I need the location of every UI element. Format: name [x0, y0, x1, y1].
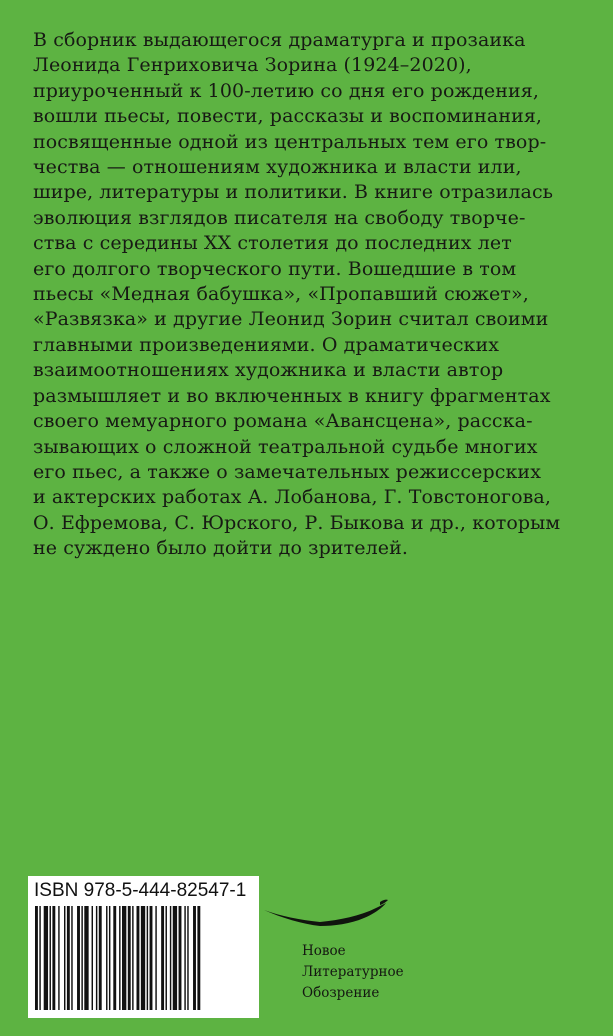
barcode-bar	[193, 906, 196, 1010]
barcode-bar	[119, 906, 120, 1010]
barcode-bar	[132, 906, 133, 1010]
description-line: шире, литературы и политики. В книге отразилась	[33, 181, 554, 204]
barcode-bar	[35, 906, 38, 1010]
description-line: Леонида Генриховича Зорина (1924–2020),	[33, 54, 472, 77]
barcode-bar	[39, 906, 40, 1010]
description-line: вошли пьесы, повести, рассказы и воспоминания,	[33, 105, 543, 128]
barcode-bar	[109, 906, 110, 1010]
barcode-bar	[58, 906, 59, 1010]
book-description	[33, 28, 593, 562]
description-line: приуроченный к 100-летию со дня его рождения,	[33, 79, 539, 102]
description-line: главными произведениями. О драматических	[33, 333, 500, 356]
barcode-bar	[92, 906, 93, 1010]
barcode-bar	[173, 906, 177, 1010]
publisher-name	[302, 941, 404, 1004]
publisher-line: Обозрение	[302, 985, 380, 1001]
barcode-bar	[155, 906, 156, 1010]
barcode-bar	[44, 906, 48, 1010]
description-line: своего мемуарного романа «Авансцена», расска-	[33, 410, 533, 433]
barcode-bar	[84, 906, 88, 1010]
barcode-bar	[187, 906, 188, 1010]
description-line: «Развязка» и другие Леонид Зорин считал своими	[33, 308, 549, 331]
description-line: В сборник выдающегося драматурга и прозаика	[33, 29, 526, 51]
publisher-line: Новое	[302, 943, 346, 959]
barcode-bar	[122, 906, 126, 1010]
barcode-bars	[33, 906, 254, 1014]
description-line: О. Ефремова, С. Юрского, Р. Быкова и др., которым	[33, 511, 561, 534]
description-line: не суждено было дойти до зрителей.	[33, 537, 408, 560]
description-line: посвященные одной из центральных тем его твор-	[33, 130, 547, 153]
barcode-bar	[179, 906, 182, 1010]
barcode-bar	[184, 906, 185, 1010]
publisher-logo-icon	[262, 898, 390, 932]
barcode-bar	[50, 906, 51, 1010]
description-line: его долгого творческого пути. Вошедшие в том	[33, 257, 517, 280]
barcode-bar	[166, 906, 167, 1010]
publisher-line: Литературное	[302, 964, 404, 980]
description-line: и актерских работах А. Лобанова, Г. Товстоногова,	[33, 486, 551, 509]
description-line: эволюция взглядов писателя на свободу творче-	[33, 206, 526, 229]
barcode-bar	[106, 906, 107, 1010]
description-line: его пьес, а также о замечательных режиссерских	[33, 460, 542, 483]
barcode-bar	[150, 906, 153, 1010]
barcode-bar	[113, 906, 116, 1010]
barcode-bar	[197, 906, 200, 1010]
isbn-barcode	[28, 876, 259, 1018]
barcode-bar	[67, 906, 70, 1010]
description-line: пьесы «Медная бабушка», «Пропавший сюжет»,	[33, 283, 529, 306]
barcode-bar	[81, 906, 82, 1010]
barcode-bar	[141, 906, 145, 1010]
description-line: размышляет и во включенных в книгу фрагментах	[33, 384, 551, 407]
barcode-bar	[137, 906, 140, 1010]
barcode-bar	[71, 906, 72, 1010]
description-line: чества — отношениям художника и власти или,	[33, 156, 522, 179]
barcode-bar	[96, 906, 97, 1010]
barcode-bar	[147, 906, 148, 1010]
isbn-number: ISBN 978-5-444-82547-1	[34, 880, 247, 901]
description-line: взаимоотношениях художника и власти автор	[33, 359, 504, 382]
barcode-bar	[77, 906, 80, 1010]
barcode-bar	[128, 906, 131, 1010]
barcode-bar	[161, 906, 164, 1010]
description-line: ства с середины XX столетия до последних лет	[33, 232, 512, 255]
barcode-bar	[99, 906, 102, 1010]
description-line: зывающих о сложной театральной судьбе многих	[33, 435, 538, 458]
barcode-bar	[170, 906, 171, 1010]
barcode-bar	[64, 906, 65, 1010]
barcode-bar	[52, 906, 55, 1010]
